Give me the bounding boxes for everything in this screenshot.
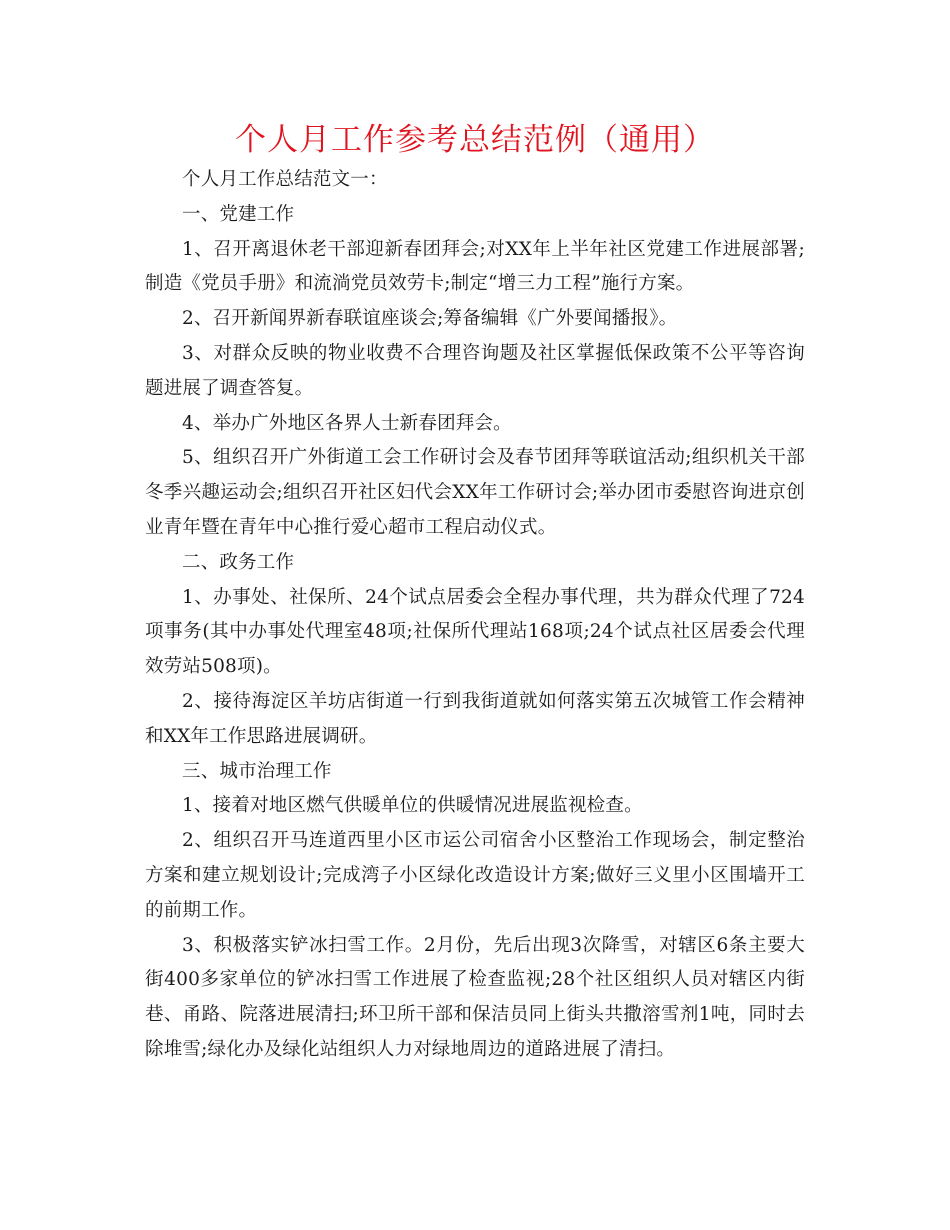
paragraph: 2、接待海淀区羊坊店街道一行到我街道就如何落实第五次城管工作会精神和XX年工作思路进展调研。: [145, 690, 805, 747]
paragraph: 3、积极落实铲冰扫雪工作。2月份，先后出现3次降雪，对辖区6条主要大街400多家单位的铲冰扫雪工作进展了检查监视;28个社区组织人员对辖区内街巷、甬路、院落进展清扫;环卫所干部和保洁员同上街头共撒溶雪剂1吨，同时去除堆雪;绿化办及绿化站组织人力对绿地周边的道路进展了清扫。: [145, 934, 805, 1060]
document-body: [145, 163, 805, 1068]
paragraph: 4、举办广外地区各界人士新春团拜会。: [182, 412, 512, 434]
paragraph: 1、召开离退休老干部迎新春团拜会;对XX年上半年社区党建工作进展部署;制造《党员手册》和流淌党员效劳卡;制定“增三力工程”施行方案。: [145, 238, 805, 295]
paragraph: 3、对群众反映的物业收费不合理咨询题及社区掌握低保政策不公平等咨询题进展了调查答复。: [145, 342, 805, 399]
paragraph: 1、接着对地区燃气供暖单位的供暖情况进展监视检查。: [182, 795, 643, 817]
section-heading-party-building: 一、党建工作: [182, 203, 295, 225]
section-heading-government-affairs: 二、政务工作: [182, 551, 295, 573]
paragraph: 5、组织召开广外街道工会工作研讨会及春节团拜等联谊活动;组织机关干部冬季兴趣运动会;组织召开社区妇代会XX年工作研讨会;举办团市委慰咨询进京创业青年暨在青年中心推行爱心超市工程启动仪式。: [145, 447, 805, 538]
paragraph: 1、办事处、社保所、24个试点居委会全程办事代理，共为群众代理了724项事务(其中办事处代理室48项;社保所代理站168项;24个试点社区居委会代理效劳站508项)。: [145, 586, 805, 678]
paragraph: 2、召开新闻界新春联谊座谈会;筹备编辑《广外要闻播报》。: [182, 308, 678, 330]
document-title: 个人月工作参考总结范例（通用）: [235, 122, 715, 158]
intro-line: 个人月工作总结范文一：: [182, 169, 388, 190]
section-heading-city-management: 三、城市治理工作: [182, 760, 332, 782]
paragraph: 2、组织召开马连道西里小区市运公司宿舍小区整治工作现场会，制定整治方案和建立规划设计;完成湾子小区绿化改造设计方案;做好三义里小区围墙开工的前期工作。: [145, 830, 805, 921]
